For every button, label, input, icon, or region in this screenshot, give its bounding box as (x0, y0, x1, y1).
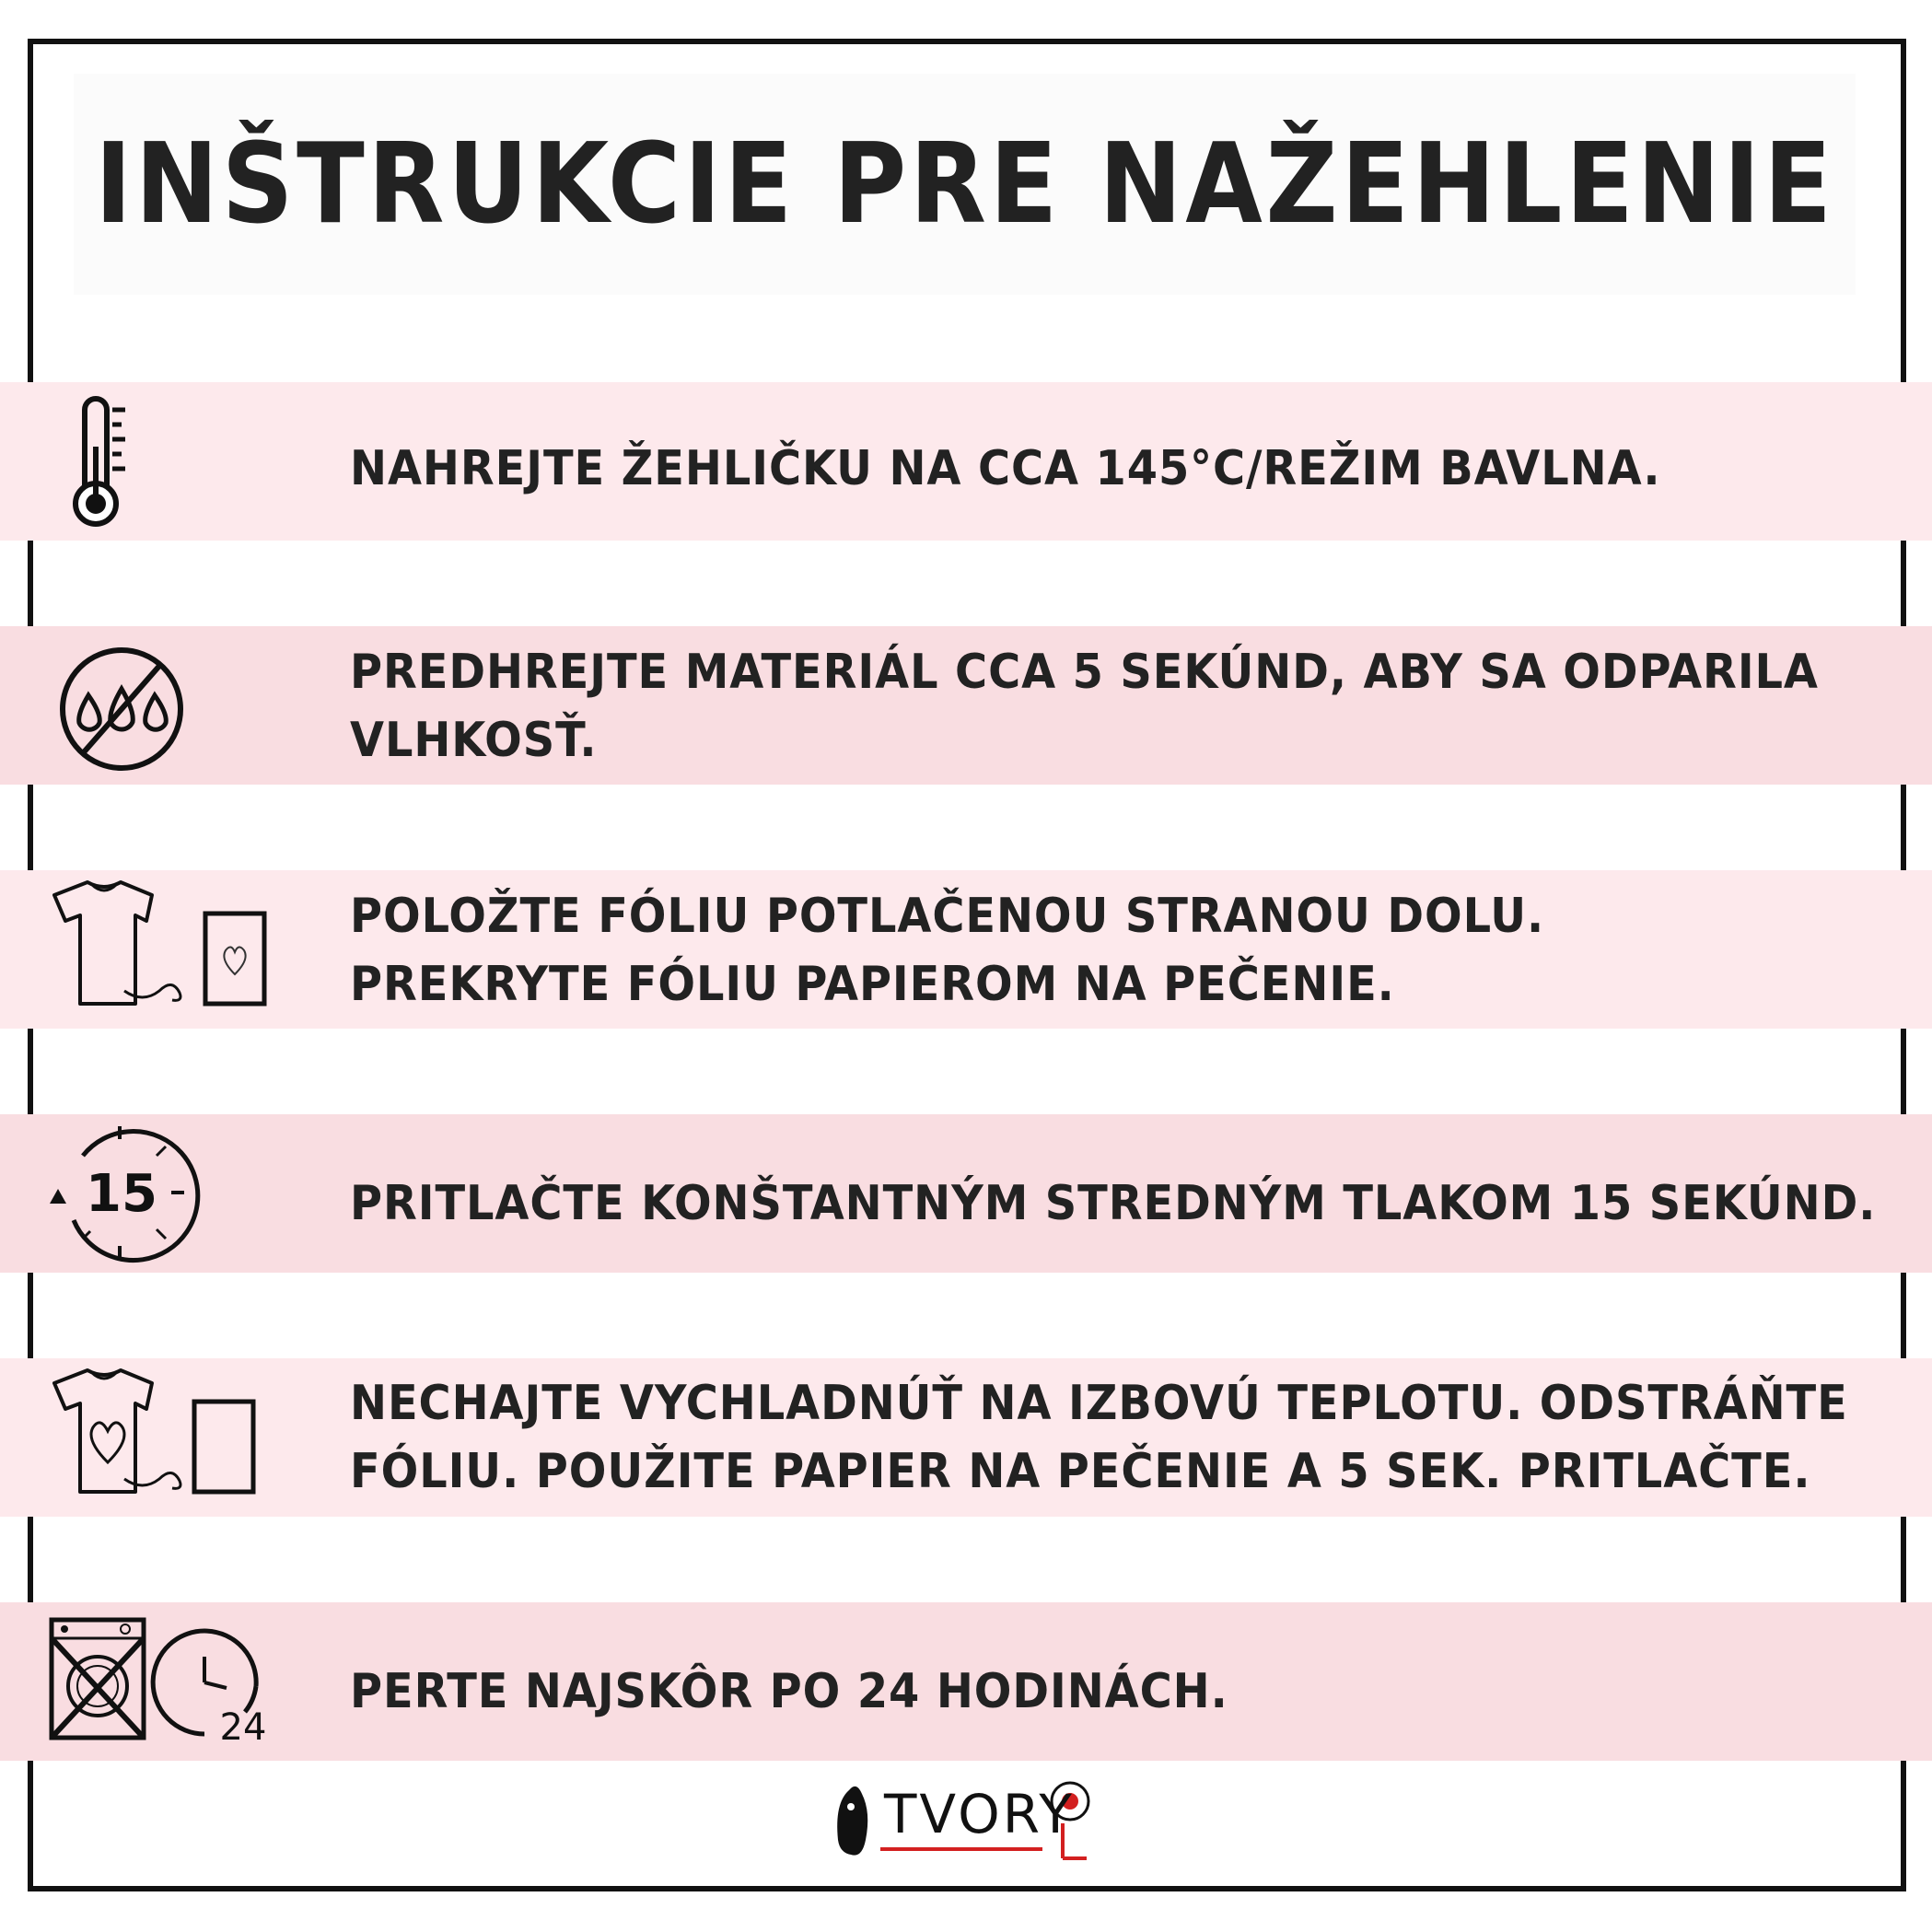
thermometer-icon (64, 391, 138, 533)
svg-text:15: 15 (86, 1164, 157, 1224)
step-5-text: NECHAJTE VYCHLADNÚŤ NA IZBOVÚ TEPLOTU. ODSTRÁŇTE FÓLIU. POUŽITE PAPIER NA PEČENIE A 5 SEK. PRITLAČTE. (350, 1376, 1848, 1499)
shirt-heart-icon (51, 1363, 272, 1505)
svg-text:24: 24 (219, 1706, 267, 1745)
step-4-text: PRITLAČTE KONŠTANTNÝM STREDNÝM TLAKOM 15 SEKÚND. (350, 1176, 1877, 1231)
no-moisture-icon (57, 645, 186, 777)
step-1-text: NAHREJTE ŽEHLIČKU NA CCA 145°C/REŽIM BAVLNA. (350, 441, 1661, 496)
no-wash-24h-icon (48, 1616, 278, 1749)
tvory-logo (829, 1775, 1105, 1868)
step-2-text: PREDHREJTE MATERIÁL CCA 5 SEKÚND, ABY SA ODPARILA VLHKOSŤ. (350, 645, 1819, 768)
shirt-foil-icon (51, 875, 272, 1017)
step-3-text: POLOŽTE FÓLIU POTLAČENOU STRANOU DOLU. PREKRYTE FÓLIU PAPIEROM NA PEČENIE. (350, 889, 1545, 1012)
title-box (74, 74, 1856, 295)
logo-text: TVORY (884, 1783, 1075, 1845)
page-title: INŠTRUKCIE PRE NAŽEHLENIE (94, 120, 1835, 249)
step-6-text: PERTE NAJSKÔR PO 24 HODINÁCH. (350, 1664, 1228, 1719)
timer-15-icon (46, 1119, 203, 1270)
